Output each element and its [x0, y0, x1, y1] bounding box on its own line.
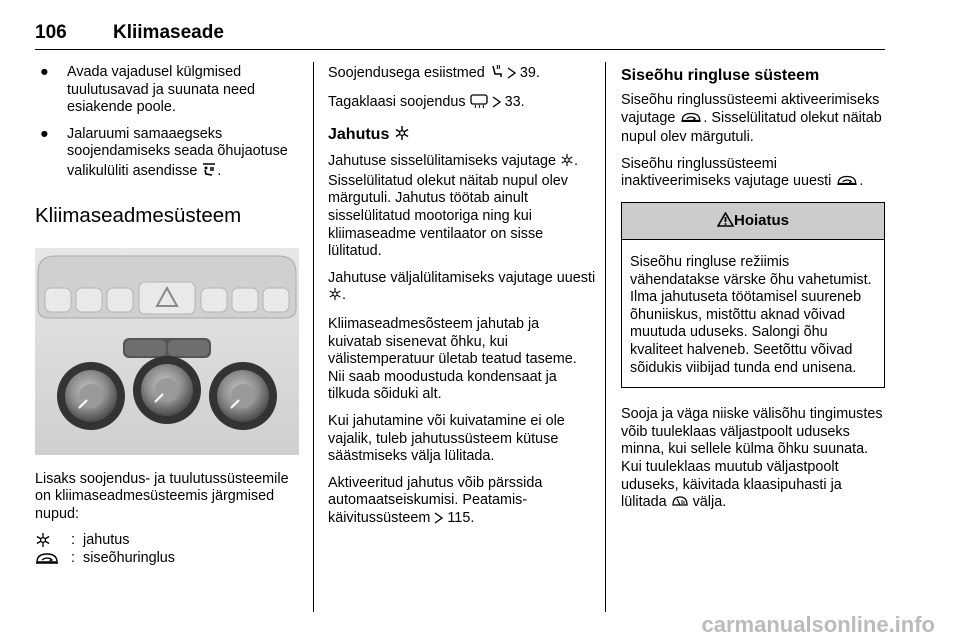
paragraph-text: . Sisselülitatud olekut näitab nupul olev märgutuli. Jahutus töötab ainult sisselülitatud mootoriga ning kui kliimaseadme ventilaator on sisse lülitatud.: [328, 153, 578, 260]
paragraph-text: . Sisselülitatud olekut näitab nupul olev märgutuli.: [621, 109, 882, 146]
definition-label: jahutus: [83, 532, 130, 549]
sub-heading-text: Jahutus: [328, 126, 390, 144]
section-heading: Kliimaseadmesüsteem: [35, 203, 242, 227]
windscreen-wiper-icon: [671, 494, 689, 514]
paragraph: [328, 94, 596, 114]
rear-window-heater-icon: [470, 94, 488, 114]
paragraph: [328, 64, 596, 85]
warning-text: Siseõhu ringluse režiimis vähendatakse värske õhu vahetumist. Ilma jahutuseta töötamisel suureneb õhuniiskus, mistõttu aknad võivad muutuda uduseks. Salongi õhu kvaliteet halveneb. Seetõttu võivad sõidukis viibijad tunda end unisena.: [630, 253, 872, 376]
watermark: carmanualsonline.info: [701, 612, 935, 637]
page-reference-icon: [434, 512, 443, 530]
recirculation-icon: [679, 110, 703, 130]
bullet-marker: ●: [40, 64, 49, 80]
paragraph-text: Soojendusega esiistmed: [328, 65, 485, 81]
column-divider-2: [605, 62, 606, 612]
bullet-text: Jalaruumi samaaegseks soojendamiseks seada õhujaotuse valikulüliti asendisse: [67, 125, 288, 179]
heated-seat-icon: [489, 64, 503, 85]
foot-windshield-air-icon: [201, 161, 217, 183]
paragraph-text: Aktiveeritud jahutus võib pärssida automaatseiskumisi. Peatamis-käivitussüsteem: [328, 474, 543, 526]
paragraph: [328, 153, 596, 261]
page-reference-icon: [507, 67, 516, 85]
warning-header: [622, 203, 884, 240]
paragraph: [621, 406, 885, 514]
paragraph-text: Tagaklaasi soojendus: [328, 93, 466, 110]
snowflake-icon: [328, 287, 342, 307]
warning-triangle-icon: [717, 205, 734, 241]
paragraph-text: Jahutuse sisselülitamiseks vajutage: [328, 153, 556, 170]
paragraph: Kui jahutamine või kuivatamine ei ole vajalik, tuleb jahutussüsteem kütuse säästmiseks välja lülitada.: [328, 412, 565, 465]
paragraph: [621, 156, 885, 193]
column-1: [35, 64, 303, 568]
intro-paragraph: Lisaks soojendus- ja tuulutussüsteemile on kliimaseadmesüsteemis järgmised nupud:: [35, 470, 289, 522]
paragraph-text: Sooja ja väga niiske välisõhu tingimustes võib tuuleklaas väljastpoolt uduseks minna, kui sellele külma õhku suunata. Kui tuuleklaas muutub väljastpoolt uduseks, käivitada klaasipuhasti ja lülitada: [621, 406, 883, 511]
page-reference: 39.: [519, 65, 540, 81]
paragraph: [328, 270, 596, 307]
bullet-item: [35, 64, 303, 117]
button-definition-list: [35, 532, 303, 568]
page-header: [35, 22, 885, 48]
paragraph-text: Jahutuse väljalülitamiseks vajutage uuesti: [328, 269, 596, 286]
column-3: [621, 64, 885, 523]
paragraph-text: .: [859, 173, 864, 190]
recirculation-icon: [835, 173, 859, 193]
page-number: 106: [35, 22, 67, 43]
paragraph: [621, 92, 885, 147]
page-reference: 115.: [447, 509, 475, 526]
column-2: [328, 64, 596, 538]
definition-colon: :: [71, 550, 75, 567]
definition-colon: :: [71, 532, 75, 549]
paragraph-text: välja.: [692, 494, 727, 511]
paragraph: Kliimaseadmesõsteem jahutab ja kuivatab sisenevat õhku, kui välistemperatuur ületab teatud taseme. Nii saab moodustuda kondensaat ja tilkuda sõiduki alt.: [328, 315, 577, 403]
definition-label: siseõhuringlus: [83, 550, 175, 567]
snowflake-icon: [394, 125, 410, 147]
paragraph: [328, 475, 596, 530]
header-rule: [35, 49, 885, 50]
warning-box: [621, 202, 885, 388]
column-divider-1: [313, 62, 314, 612]
section-heading: Siseõhu ringluse süsteem: [621, 67, 820, 84]
page-reference-icon: [492, 96, 501, 114]
paragraph-text: Siseõhu ringlussüsteemi aktiveerimiseks vajutage: [621, 92, 880, 126]
paragraph-text: .: [342, 287, 346, 304]
list-item: [35, 550, 303, 568]
bullet-item: ● Jalaruumi samaaegseks soojendamiseks seada õhujaotuse valikulüliti asendisse .: [35, 126, 303, 183]
recirculation-icon: [35, 550, 59, 572]
bullet-marker: ●: [40, 125, 49, 142]
warning-title: Hoiatus: [733, 211, 789, 229]
page-reference: 33.: [504, 93, 525, 110]
bullet-text: Avada vajadusel külgmised tuulutusavad ja suunata need esiakende poole.: [67, 64, 256, 116]
list-item: [35, 532, 303, 550]
sub-heading: [328, 125, 596, 147]
paragraph-text: Siseõhu ringlussüsteemi inaktiveerimiseks vajutage uuesti: [621, 155, 832, 190]
climate-control-panel-photo: [35, 248, 299, 455]
snowflake-icon: [560, 153, 574, 173]
page-title: Kliimaseade: [113, 22, 224, 43]
